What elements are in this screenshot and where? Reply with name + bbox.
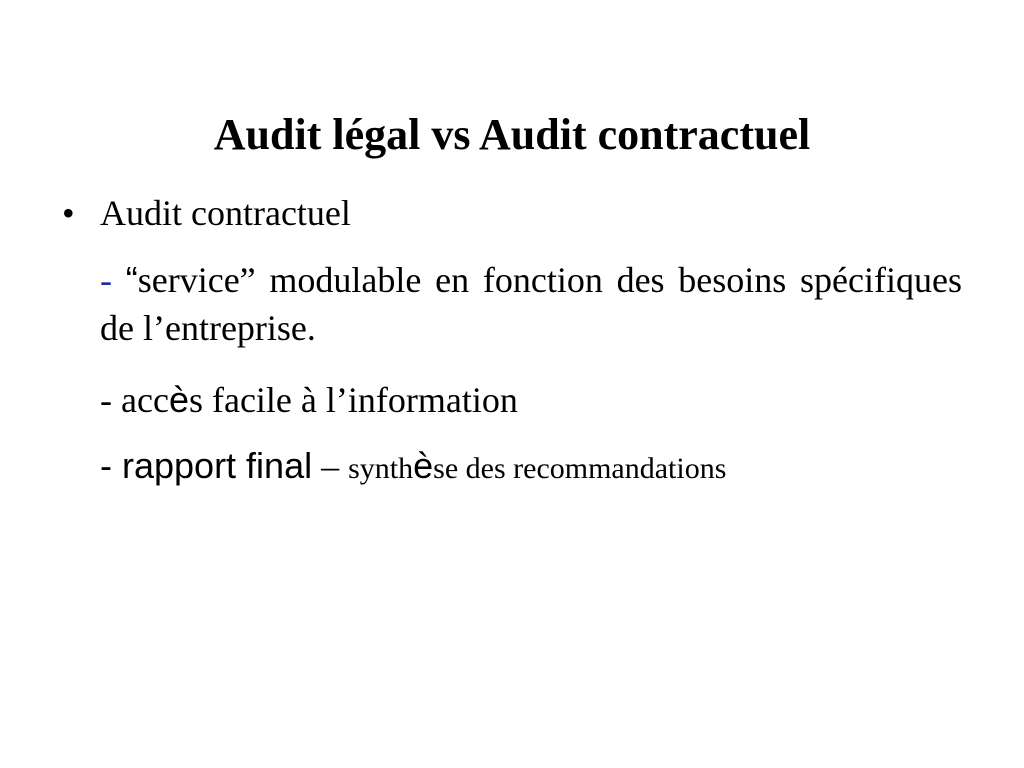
accent-char: è	[168, 379, 189, 420]
sub-item-report	[100, 442, 962, 493]
accent-char: è	[413, 445, 434, 486]
sub-item-service	[100, 256, 962, 352]
bullet-marker: •	[62, 193, 75, 233]
open-quote: “	[125, 259, 138, 300]
sub-item-access	[100, 376, 962, 424]
sub-item-prefix: - acc	[100, 380, 169, 420]
en-dash: –	[312, 446, 349, 486]
sub-item-suffix: s facile à l’information	[188, 380, 518, 420]
slide-title: Audit légal vs Audit contractuel	[213, 110, 811, 159]
small-suffix: se des recommandations	[433, 452, 727, 485]
sub-item-text: service” modulable en fonction des besoins spécifiques de l’entreprise.	[100, 260, 962, 348]
sub-item-lead: - rapport final	[100, 445, 313, 486]
sub-item-dash: -	[100, 260, 126, 300]
bullet-item	[62, 190, 351, 236]
bullet-label: Audit contractuel	[100, 193, 351, 233]
small-prefix: synth	[348, 452, 414, 485]
